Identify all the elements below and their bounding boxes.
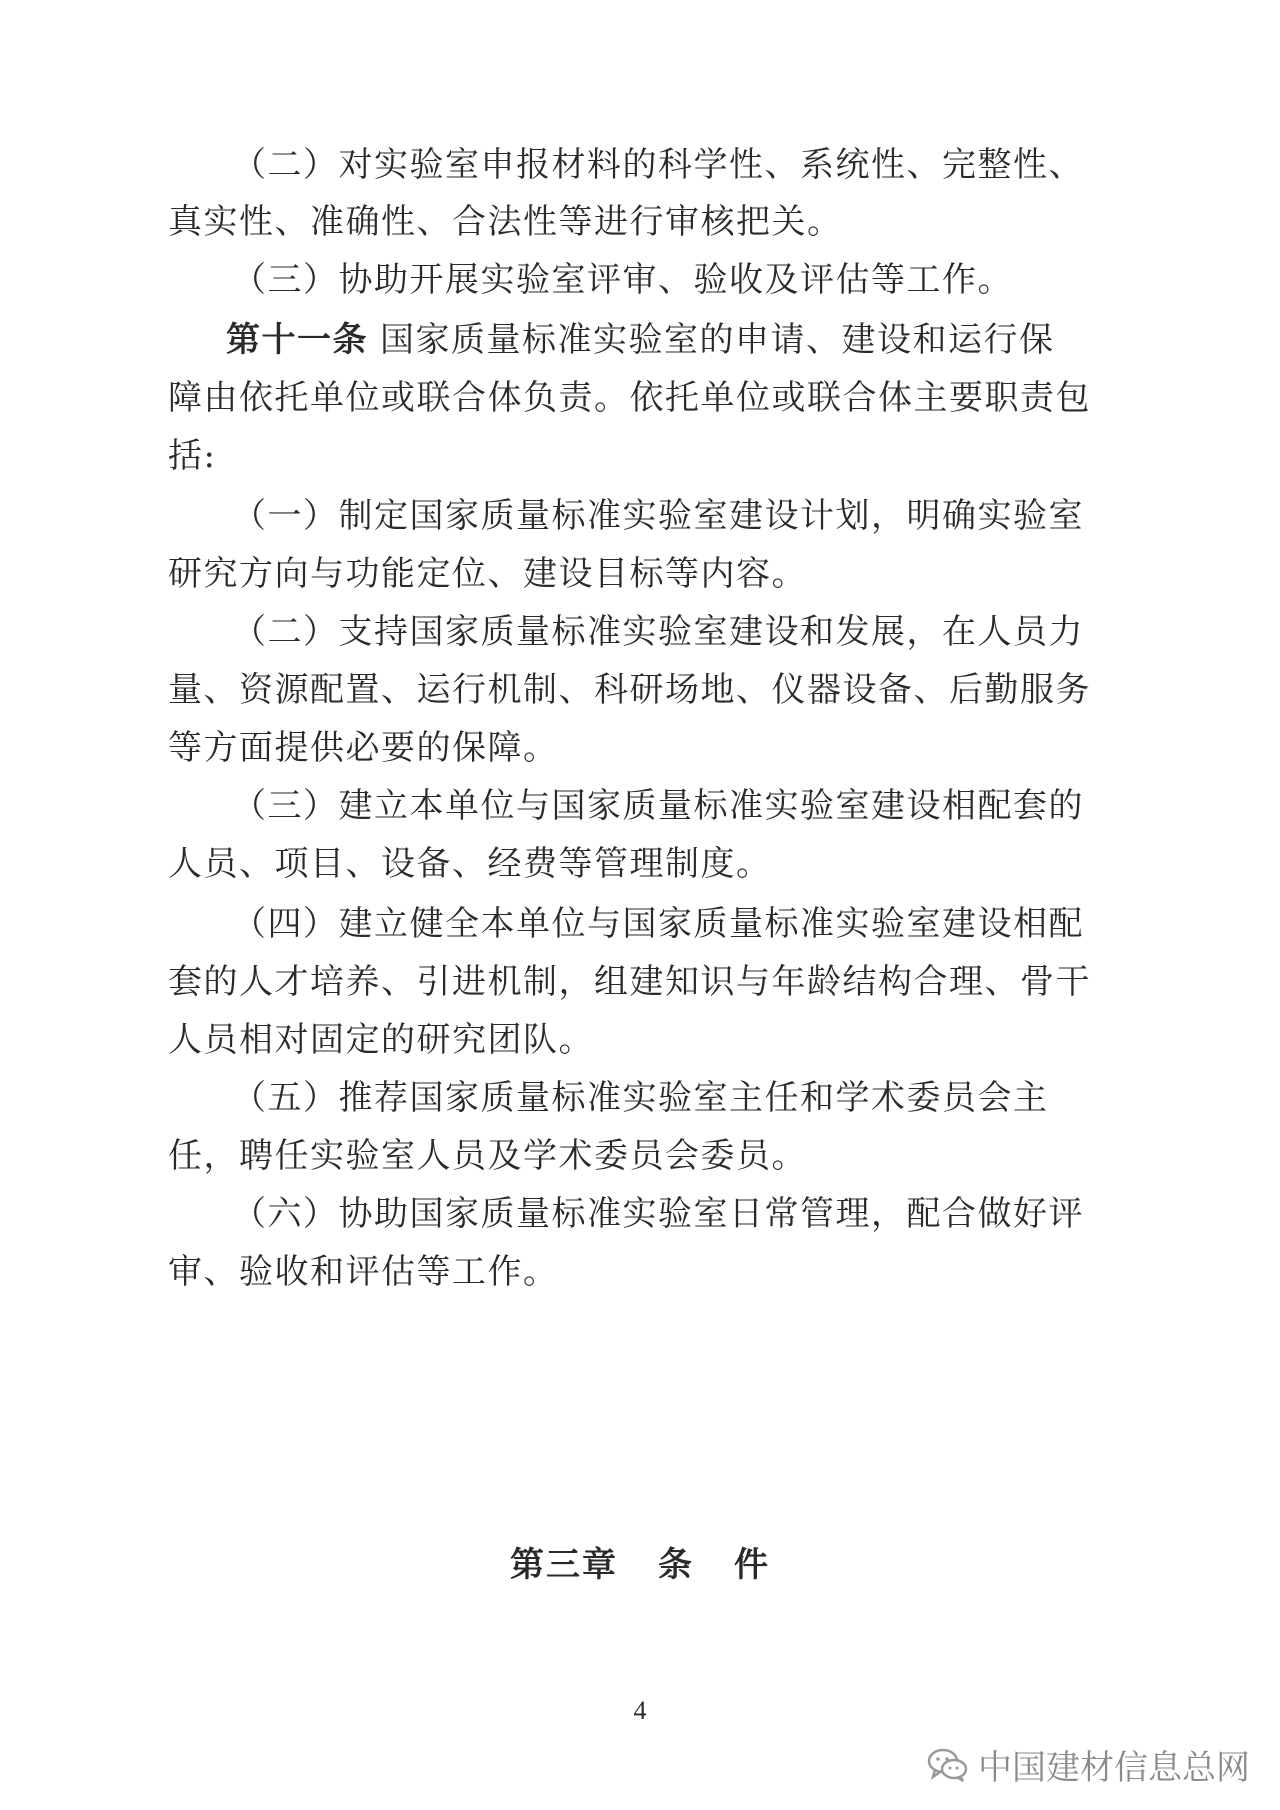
article-label: 第十一条 — [226, 320, 368, 360]
chapter-heading — [0, 1537, 1280, 1586]
paragraph-text: （二）支持国家质量标准实验室建设和发展，在人员力 — [232, 612, 1084, 652]
paragraph-text: 人员相对固定的研究团队。 — [168, 1020, 594, 1060]
paragraph-text: （二）对实验室申报材料的科学性、系统性、完整性、 — [232, 145, 1084, 185]
paragraph-text: 障由依托单位或联合体负责。依托单位或联合体主要职责包 — [168, 378, 1091, 418]
paragraph-text: 国家质量标准实验室的申请、建设和运行保 — [380, 320, 1055, 360]
chapter-title-char: 件 — [734, 1545, 770, 1585]
watermark — [926, 1740, 1250, 1789]
paragraph-text: （四）建立健全本单位与国家质量标准实验室建设相配 — [232, 904, 1084, 944]
paragraph-text: 量、资源配置、运行机制、科研场地、仪器设备、后勤服务 — [168, 670, 1091, 710]
paragraph-text: 真实性、准确性、合法性等进行审核把关。 — [168, 202, 843, 242]
paragraph-text: （五）推荐国家质量标准实验室主任和学术委员会主 — [232, 1078, 1049, 1118]
chapter-number: 第三章 — [510, 1545, 618, 1585]
paragraph-text: （三）协助开展实验室评审、验收及评估等工作。 — [232, 260, 1013, 300]
paragraph-text: 人员、项目、设备、经费等管理制度。 — [168, 844, 772, 884]
wechat-icon — [926, 1745, 970, 1785]
paragraph-text: 审、验收和评估等工作。 — [168, 1252, 559, 1292]
paragraph-text: （一）制定国家质量标准实验室建设计划，明确实验室 — [232, 496, 1084, 536]
paragraph-text: 等方面提供必要的保障。 — [168, 728, 559, 768]
watermark-text: 中国建材信息总网 — [978, 1748, 1250, 1788]
paragraph-text: 研究方向与功能定位、建设目标等内容。 — [168, 554, 807, 594]
paragraph-text: 括: — [168, 436, 217, 476]
paragraph-text: 套的人才培养、引进机制，组建知识与年龄结构合理、骨干 — [168, 962, 1091, 1002]
paragraph-text: （三）建立本单位与国家质量标准实验室建设相配套的 — [232, 786, 1084, 826]
page-number: 4 — [633, 1696, 647, 1725]
paragraph-text: （六）协助国家质量标准实验室日常管理，配合做好评 — [232, 1194, 1084, 1234]
paragraph-text: 任，聘任实验室人员及学术委员会委员。 — [168, 1136, 807, 1176]
chapter-title-char: 条 — [658, 1545, 694, 1585]
